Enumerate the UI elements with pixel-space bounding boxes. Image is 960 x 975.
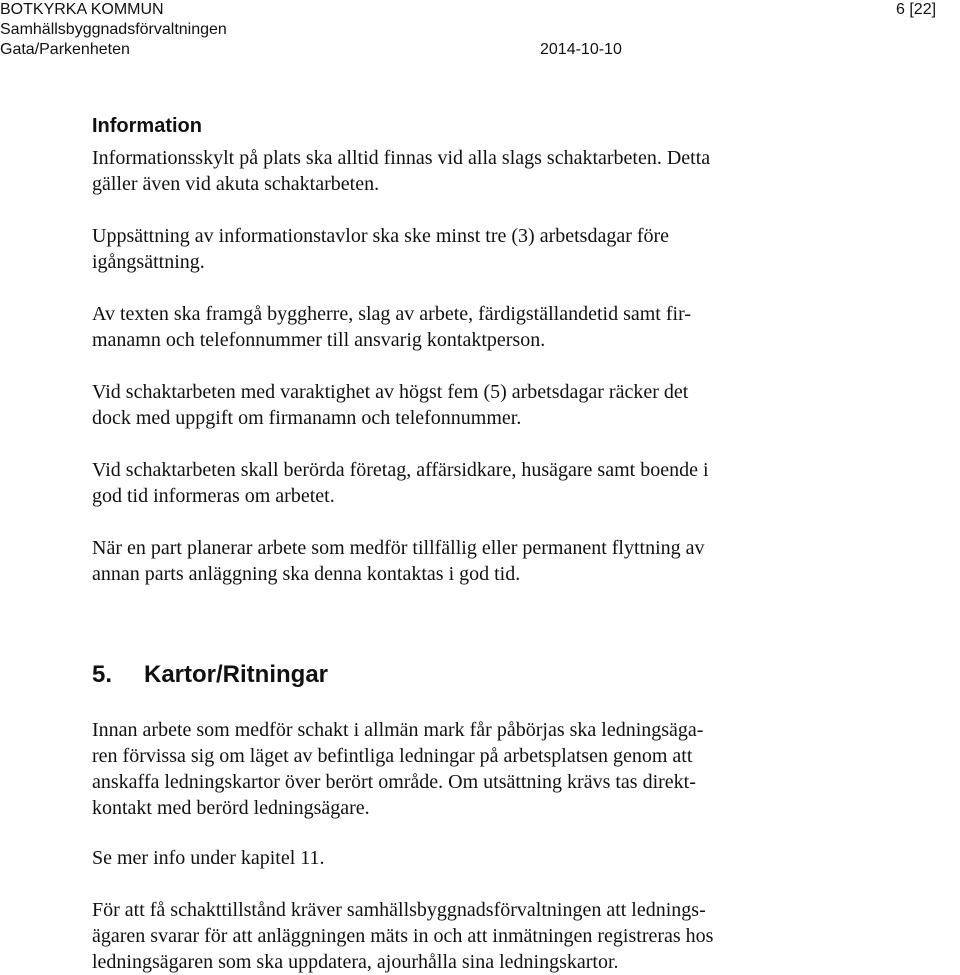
text-line: Uppsättning av informationstavlor ska ske minst tre (3) arbetsdagar före <box>92 225 670 247</box>
section-paragraph-1 <box>92 717 922 821</box>
text-line: Vid schaktarbeten med varaktighet av högst fem (5) arbetsdagar räcker det <box>92 381 689 403</box>
info-paragraph-2 <box>92 223 922 275</box>
section-number: 5. <box>92 661 113 688</box>
text-line: Se mer info under kapitel 11. <box>92 847 325 869</box>
info-paragraph-5 <box>92 457 922 509</box>
text-line: För att få schakttillstånd kräver samhällsbyggnadsförvaltningen att lednings- <box>92 899 706 921</box>
section-paragraph-2 <box>92 845 922 871</box>
text-line: god tid informeras om arbetet. <box>92 485 335 507</box>
text-line: annan parts anläggning ska denna kontaktas i god tid. <box>92 563 521 585</box>
document-date: 2014-10-10 <box>540 41 622 58</box>
text-line: manamn och telefonnummer till ansvarig kontaktperson. <box>92 329 546 351</box>
text-line: igångsättning. <box>92 251 205 273</box>
section-heading <box>92 659 328 691</box>
info-paragraph-3 <box>92 301 922 353</box>
info-paragraph-4 <box>92 379 922 431</box>
department-name: Samhällsbyggnadsförvaltningen <box>0 21 227 38</box>
text-line: När en part planerar arbete som medför tillfällig eller permanent flyttning av <box>92 537 705 559</box>
section-paragraph-3 <box>92 897 922 975</box>
organization-name: BOTKYRKA KOMMUN <box>0 1 164 18</box>
page-number: 6 [22] <box>896 1 937 18</box>
text-line: ledningsägaren som ska uppdatera, ajourhålla sina ledningskartor. <box>92 951 619 973</box>
text-line: Informationsskylt på plats ska alltid finnas vid alla slags schaktarbeten. Detta <box>92 147 711 169</box>
text-line: ren förvissa sig om läget av befintliga ledningar på arbetsplatsen genom att <box>92 745 693 767</box>
info-paragraph-6 <box>92 535 922 587</box>
unit-name: Gata/Parkenheten <box>0 41 130 58</box>
info-paragraph-1 <box>92 145 922 197</box>
text-line: kontakt med berörd ledningsägare. <box>92 797 370 819</box>
text-line: Av texten ska framgå byggherre, slag av arbete, färdigställandetid samt fir- <box>92 303 691 325</box>
text-line: ägaren svarar för att anläggningen mäts in och att inmätningen registreras hos <box>92 925 714 947</box>
text-line: gäller även vid akuta schaktarbeten. <box>92 173 380 195</box>
text-line: anskaffa ledningskartor över berört område. Om utsättning krävs tas direkt- <box>92 771 696 793</box>
text-line: Innan arbete som medför schakt i allmän mark får påbörjas ska ledningsäga- <box>92 719 704 741</box>
section-title: Kartor/Ritningar <box>144 661 329 688</box>
text-line: dock med uppgift om firmanamn och telefonnummer. <box>92 407 522 429</box>
text-line: Vid schaktarbeten skall berörda företag, affärsidkare, husägare samt boende i <box>92 459 709 481</box>
information-heading: Information <box>92 115 202 137</box>
